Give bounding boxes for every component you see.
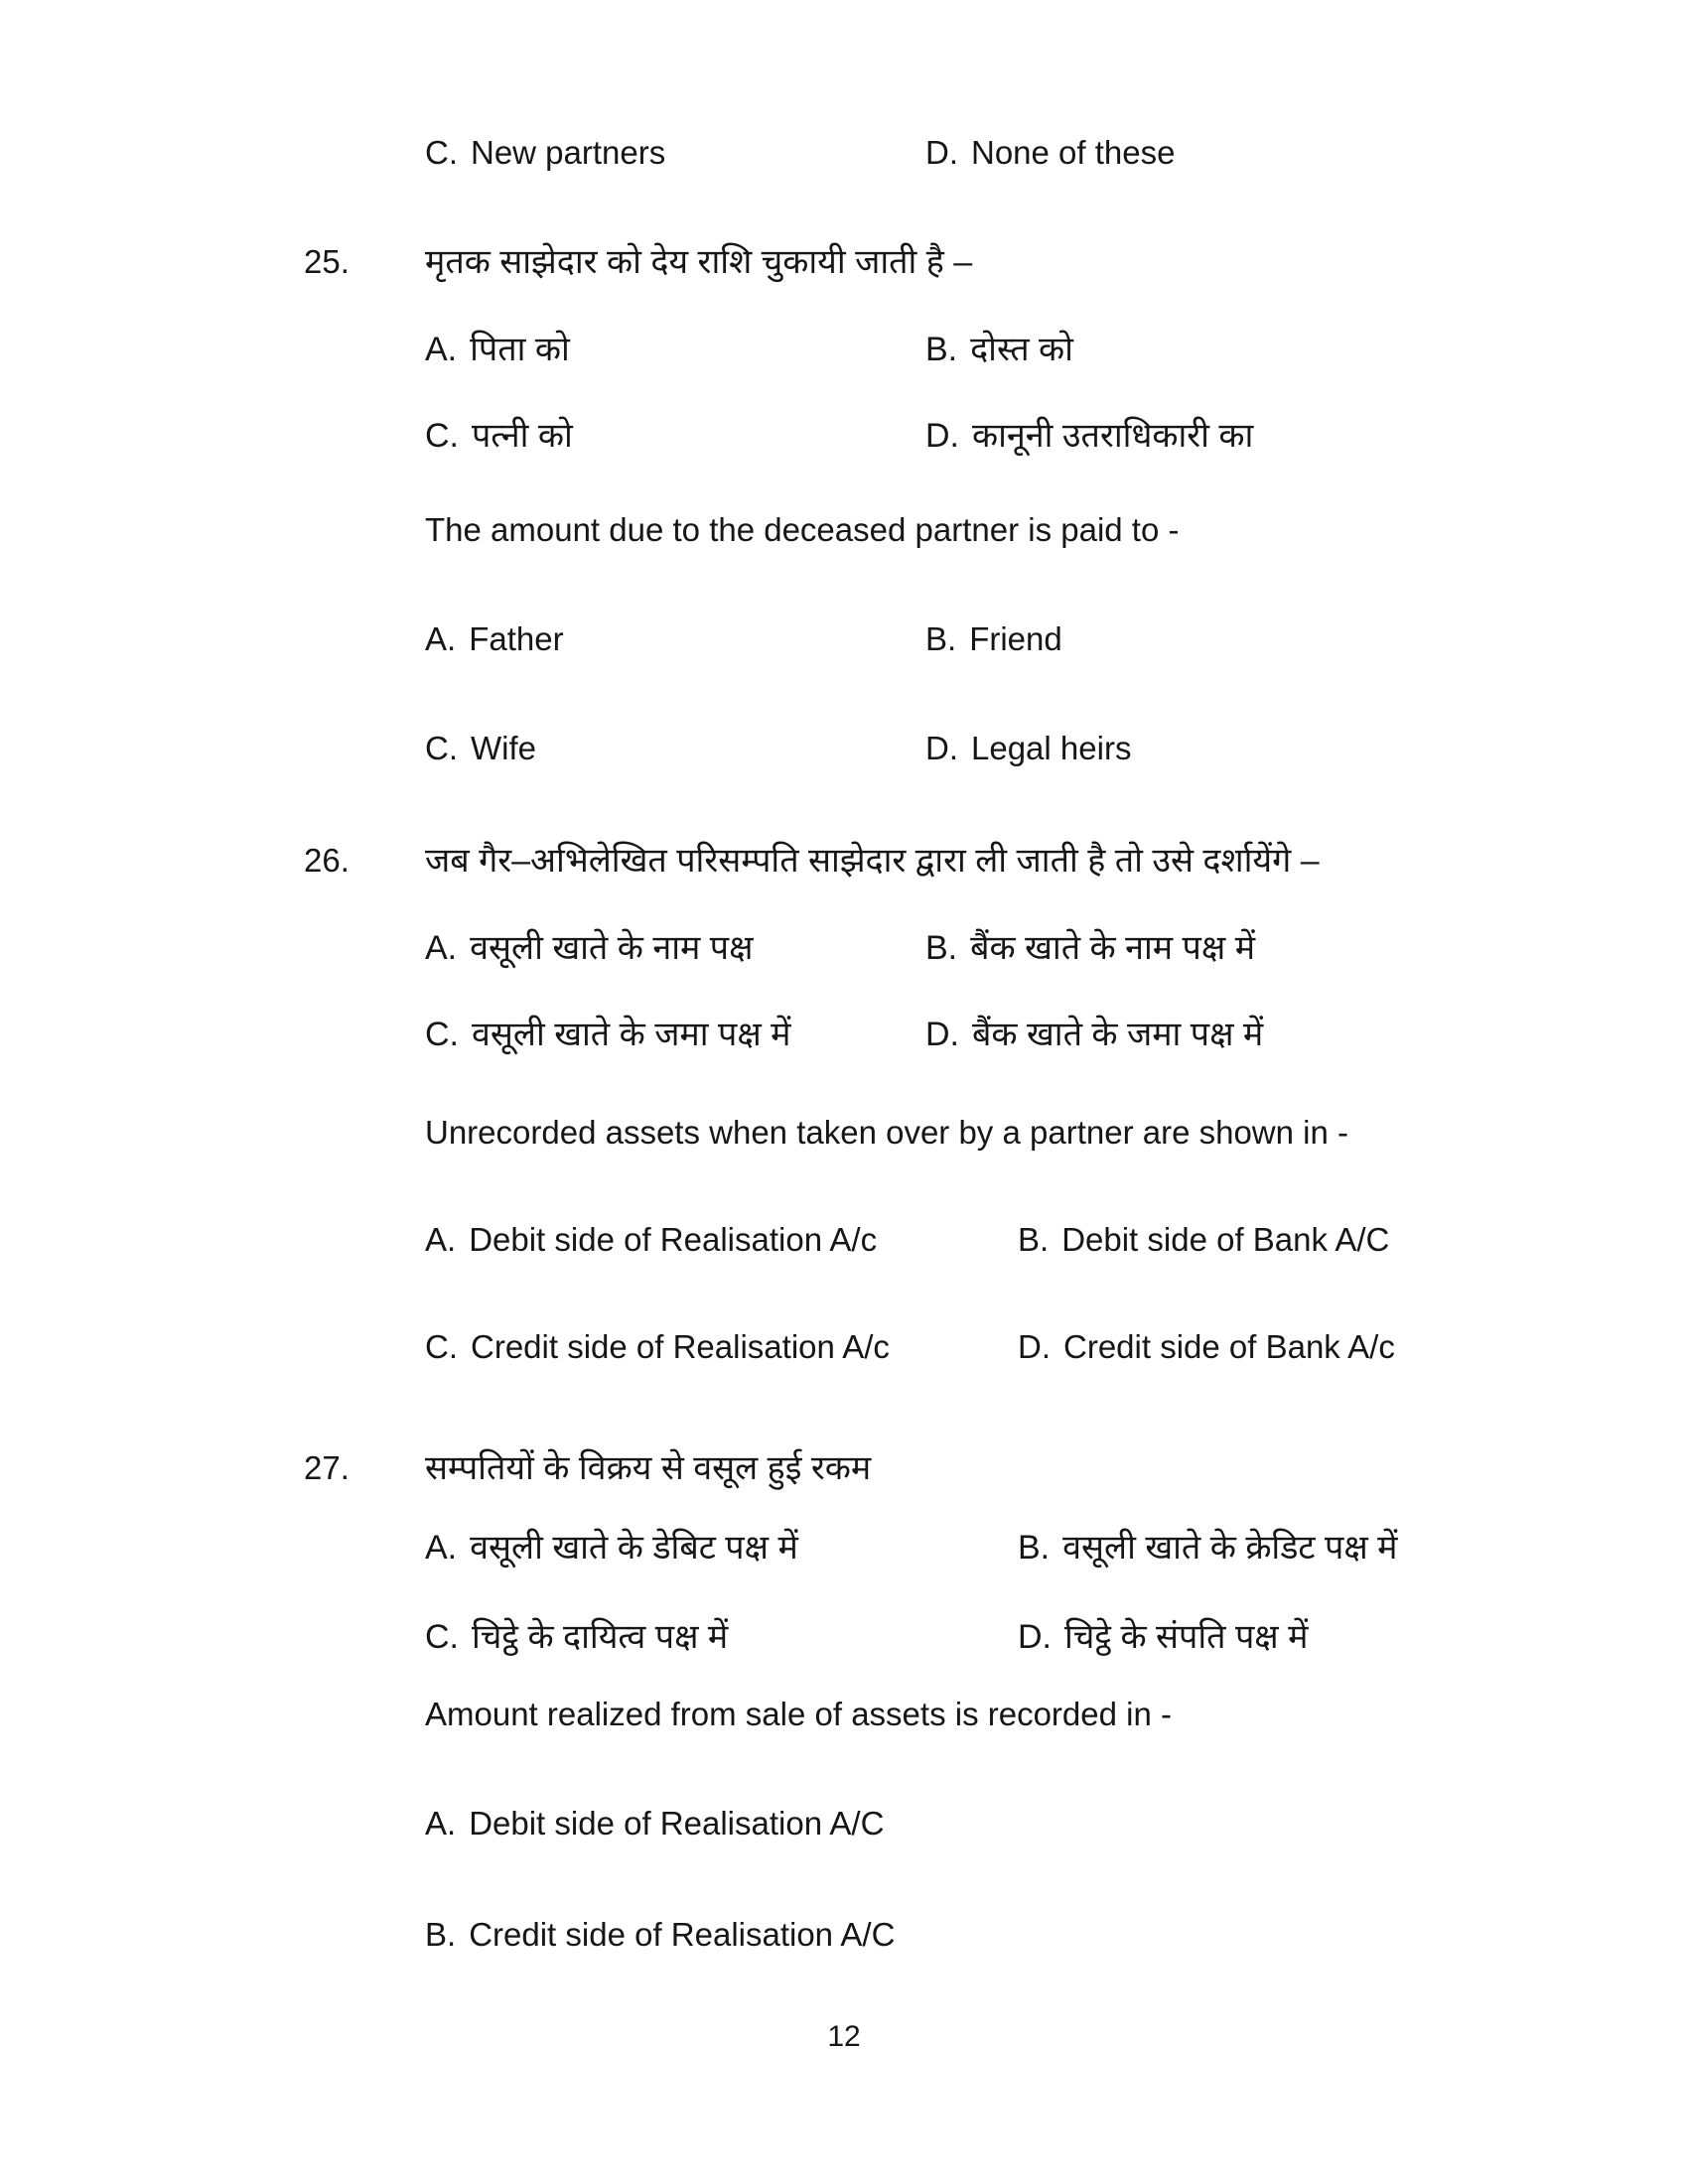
option-label: D. [925,730,958,766]
option-text: वसूली खाते के क्रेडिट पक्ष में [1062,1529,1398,1567]
q27-hindi-option-b [1018,1529,1397,1568]
option-label: A. [425,1221,457,1258]
q26-hindi-option-c [425,1016,790,1054]
option-label: D. [925,134,958,171]
q26-english-option-b [1018,1221,1389,1259]
q25-english-option-d [925,730,1131,767]
option-text: Credit side of Bank A/c [1063,1328,1395,1365]
q24-option-d [925,134,1175,172]
option-text: वसूली खाते के नाम पक्ष [470,929,754,967]
option-label: D. [1018,1328,1051,1365]
option-text: वसूली खाते के जमा पक्ष में [472,1016,791,1053]
q25-english-option-a [425,620,564,658]
option-label: A. [425,331,458,368]
question-text-english: The amount due to the deceased partner is paid to - [425,511,1180,548]
option-text: Debit side of Realisation A/C [469,1805,885,1842]
option-text: Credit side of Realisation A/c [471,1328,890,1365]
page-number: 12 [827,2020,861,2053]
option-text: पिता को [470,331,570,368]
q26-english-option-c [425,1328,890,1366]
option-label: C. [425,134,458,171]
option-text: कानूनी उतराधिकारी का [972,417,1254,455]
q26-hindi-option-a [425,929,753,968]
question-text-english: Unrecorded assets when taken over by a partner are shown in - [425,1114,1348,1151]
option-label: C. [425,1328,458,1365]
option-text: Father [469,620,564,657]
option-label: B. [925,929,958,967]
option-text: Legal heirs [971,730,1132,766]
q26-hindi-option-d [925,1016,1263,1054]
q25-hindi-option-d [925,417,1253,456]
q27-english-option-a [425,1805,884,1843]
q24-option-c [425,134,665,172]
option-label: D. [925,1016,959,1053]
option-text: Debit side of Bank A/C [1061,1221,1390,1258]
option-text: Friend [969,620,1062,657]
option-label: B. [1018,1221,1050,1258]
option-label: D. [925,417,959,455]
option-label: C. [425,1016,459,1053]
option-text: Debit side of Realisation A/c [469,1221,878,1258]
option-text: Wife [471,730,536,766]
option-label: A. [425,1805,457,1842]
question-text-hindi: जब गैर–अभिलेखित परिसम्पति साझेदार द्वारा ली जाती है तो उसे दर्शायेंगे – [425,842,1320,880]
q27-hindi-option-c [425,1618,728,1657]
q25-english-option-c [425,730,536,767]
q27-hindi-option-a [425,1529,798,1568]
option-text: बैंक खाते के नाम पक्ष में [970,929,1256,967]
option-text: None of these [971,134,1176,171]
option-label: A. [425,1529,458,1567]
q26-english-option-d [1018,1328,1395,1366]
question-text-hindi: सम्पतियों के विक्रय से वसूल हुई रकम [425,1449,872,1487]
option-text: बैंक खाते के जमा पक्ष में [972,1016,1264,1053]
option-label: C. [425,1618,459,1656]
option-label: A. [425,620,457,657]
option-label: C. [425,730,458,766]
option-label: B. [925,620,957,657]
question-text-hindi: मृतक साझेदार को देय राशि चुकायी जाती है – [425,243,973,281]
option-text: पत्नी को [472,417,573,455]
option-label: B. [925,331,958,368]
option-text: चिट्ठे के दायित्व पक्ष में [472,1618,729,1656]
option-label: A. [425,929,458,967]
question-text-english: Amount realized from sale of assets is recorded in - [425,1696,1172,1732]
question-number: 27. [304,1449,350,1486]
question-number: 25. [304,243,350,280]
option-text: दोस्त को [970,331,1073,368]
option-text: New partners [471,134,666,171]
q27-hindi-option-d [1018,1618,1308,1657]
question-number: 26. [304,842,350,879]
option-text: वसूली खाते के डेबिट पक्ष में [470,1529,798,1567]
q26-hindi-option-b [925,929,1255,968]
q26-english-option-a [425,1221,877,1259]
q27-english-option-b [425,1916,895,1954]
option-label: B. [425,1916,457,1953]
q25-hindi-option-b [925,331,1073,369]
option-label: D. [1018,1618,1052,1656]
option-text: चिट्ठे के संपति पक्ष में [1064,1618,1309,1656]
q25-hindi-option-a [425,331,570,369]
option-text: Credit side of Realisation A/C [469,1916,896,1953]
option-label: C. [425,417,459,455]
q25-hindi-option-c [425,417,573,456]
option-label: B. [1018,1529,1051,1567]
q25-english-option-b [925,620,1062,658]
